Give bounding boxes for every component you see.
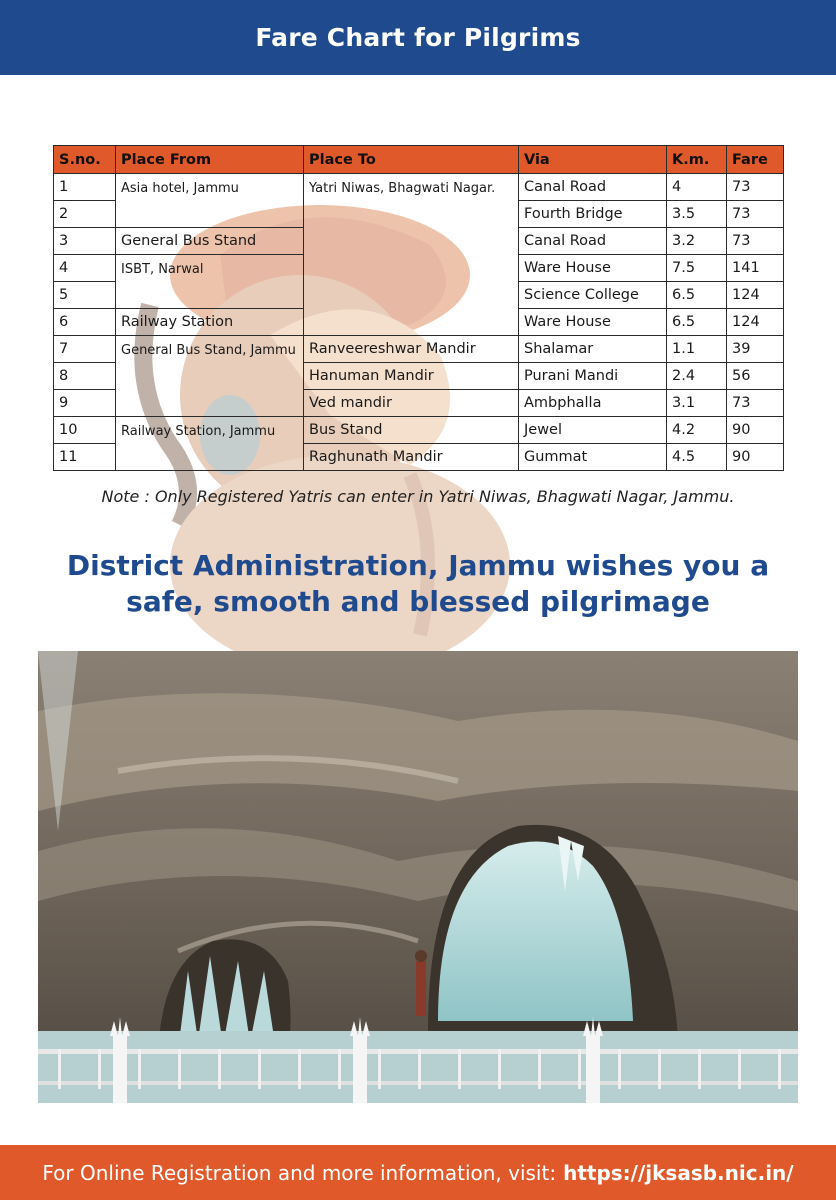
cell-place-from: Railway Station, Jammu	[116, 417, 304, 471]
header-place-to: Place To	[304, 146, 519, 174]
cell-fare: 124	[727, 309, 784, 336]
cell-sno: 11	[54, 444, 116, 471]
cell-sno: 4	[54, 255, 116, 282]
cell-sno: 7	[54, 336, 116, 363]
page-header	[0, 0, 836, 75]
footer-text: For Online Registration and more information, visit:	[42, 1160, 557, 1185]
page-title: Fare Chart for Pilgrims	[255, 23, 581, 52]
cell-fare: 73	[727, 174, 784, 201]
cell-km: 3.2	[667, 228, 727, 255]
table-header-row	[54, 146, 784, 174]
table-row	[54, 174, 784, 201]
cell-fare: 124	[727, 282, 784, 309]
cell-km: 3.5	[667, 201, 727, 228]
header-place-from: Place From	[116, 146, 304, 174]
cell-sno: 10	[54, 417, 116, 444]
cell-km: 3.1	[667, 390, 727, 417]
cell-km: 1.1	[667, 336, 727, 363]
cell-place-from: General Bus Stand	[116, 228, 304, 255]
cell-place-to: Raghunath Mandir	[304, 444, 519, 471]
cell-km: 4.2	[667, 417, 727, 444]
cell-fare: 90	[727, 444, 784, 471]
cell-sno: 3	[54, 228, 116, 255]
cell-sno: 2	[54, 201, 116, 228]
fare-table	[53, 145, 784, 471]
cell-via: Purani Mandi	[519, 363, 667, 390]
cell-via: Jewel	[519, 417, 667, 444]
cell-fare: 39	[727, 336, 784, 363]
cell-km: 6.5	[667, 282, 727, 309]
footer-bar	[0, 1145, 836, 1200]
cell-place-from: Asia hotel, Jammu	[116, 174, 304, 228]
ice-cave-photo	[38, 651, 798, 1103]
cell-place-from: Railway Station	[116, 309, 304, 336]
registration-note: Note : Only Registered Yatris can enter in Yatri Niwas, Bhagwati Nagar, Jammu.	[101, 487, 735, 506]
cell-sno: 6	[54, 309, 116, 336]
cell-place-to: Bus Stand	[304, 417, 519, 444]
cell-place-to: Ranveereshwar Mandir	[304, 336, 519, 363]
cell-via: Canal Road	[519, 228, 667, 255]
cell-km: 4.5	[667, 444, 727, 471]
cell-fare: 56	[727, 363, 784, 390]
cell-place-from: ISBT, Narwal	[116, 255, 304, 309]
cell-sno: 9	[54, 390, 116, 417]
header-via: Via	[519, 146, 667, 174]
header-km: K.m.	[667, 146, 727, 174]
cell-via: Ambphalla	[519, 390, 667, 417]
cell-sno: 1	[54, 174, 116, 201]
cell-fare: 73	[727, 201, 784, 228]
table-row	[54, 336, 784, 363]
cell-sno: 5	[54, 282, 116, 309]
cell-place-to: Yatri Niwas, Bhagwati Nagar.	[304, 174, 519, 336]
cell-place-to: Hanuman Mandir	[304, 363, 519, 390]
cell-via: Shalamar	[519, 336, 667, 363]
header-sno: S.no.	[54, 146, 116, 174]
cell-via: Canal Road	[519, 174, 667, 201]
cell-sno: 8	[54, 363, 116, 390]
cell-via: Fourth Bridge	[519, 201, 667, 228]
cell-fare: 73	[727, 228, 784, 255]
table-row	[54, 417, 784, 444]
cell-km: 6.5	[667, 309, 727, 336]
cell-km: 4	[667, 174, 727, 201]
cell-fare: 90	[727, 417, 784, 444]
wishes-heading: District Administration, Jammu wishes you a safe, smooth and blessed pilgrimage	[66, 549, 770, 618]
cell-fare: 141	[727, 255, 784, 282]
cell-place-to: Ved mandir	[304, 390, 519, 417]
cell-via: Ware House	[519, 255, 667, 282]
cell-km: 2.4	[667, 363, 727, 390]
header-fare: Fare	[727, 146, 784, 174]
registration-link[interactable]: https://jksasb.nic.in/	[563, 1160, 794, 1185]
cell-fare: 73	[727, 390, 784, 417]
cell-km: 7.5	[667, 255, 727, 282]
cell-via: Science College	[519, 282, 667, 309]
cell-place-from: General Bus Stand, Jammu	[116, 336, 304, 417]
cell-via: Gummat	[519, 444, 667, 471]
cell-via: Ware House	[519, 309, 667, 336]
